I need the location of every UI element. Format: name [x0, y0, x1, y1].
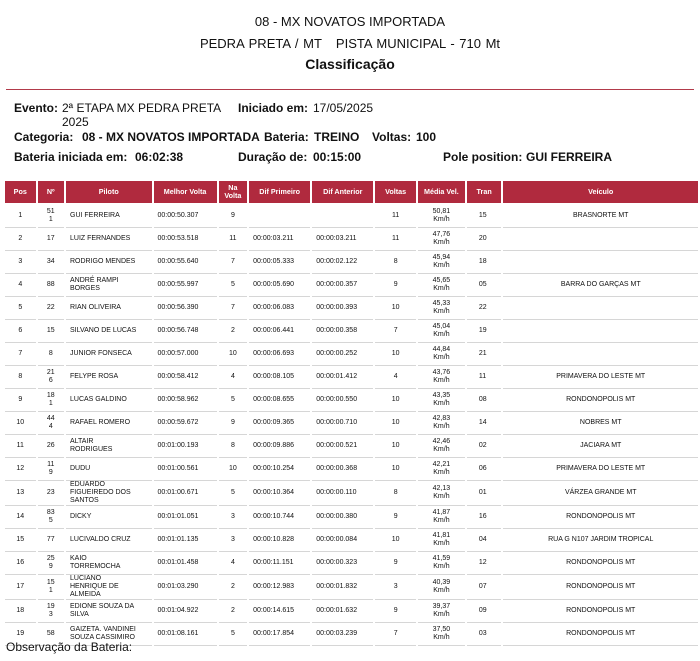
cell-tran: 01	[467, 481, 502, 506]
cell-veiculo: RONDONOPOLIS MT	[503, 506, 698, 529]
voltas-label: Voltas:	[372, 130, 412, 144]
cell-piloto: LUCIANO HENRIQUE DE ALMEIDA	[66, 575, 152, 600]
categoria-value: 08 - MX NOVATOS IMPORTADA	[82, 130, 260, 144]
cell-na-volta: 5	[219, 274, 248, 297]
cell-melhor-volta: 00:00:56.748	[154, 320, 217, 343]
iniciado-label: Iniciado em:	[238, 101, 309, 115]
cell-na-volta: 4	[219, 552, 248, 575]
cell-pos: 9	[5, 389, 36, 412]
cell-media-vel: 45,33 Km/h	[418, 297, 465, 320]
cell-piloto: DICKY	[66, 506, 152, 529]
cell-piloto: RAFAEL ROMERO	[66, 412, 152, 435]
cell-dif-primeiro: 00:00:10.744	[249, 506, 310, 529]
cell-voltas: 11	[375, 205, 416, 228]
cell-na-volta: 3	[219, 529, 248, 552]
cell-voltas: 10	[375, 529, 416, 552]
cell-num: 26	[38, 435, 64, 458]
cell-voltas: 10	[375, 389, 416, 412]
cell-pos: 1	[5, 205, 36, 228]
table-row	[5, 552, 698, 575]
cell-na-volta: 5	[219, 389, 248, 412]
cell-voltas: 10	[375, 458, 416, 481]
cell-media-vel: 43,76 Km/h	[418, 366, 465, 389]
cell-dif-primeiro: 00:00:03.211	[249, 228, 310, 251]
cell-dif-primeiro: 00:00:09.886	[249, 435, 310, 458]
cell-veiculo: RONDONOPOLIS MT	[503, 575, 698, 600]
table-row	[5, 343, 698, 366]
cell-dif-anterior: 00:00:00.368	[312, 458, 373, 481]
cell-media-vel: 42,13 Km/h	[418, 481, 465, 506]
iniciado-value: 17/05/2025	[313, 101, 374, 115]
cell-piloto: ALTAIR RODRIGUES	[66, 435, 152, 458]
cell-dif-primeiro: 00:00:06.693	[249, 343, 310, 366]
cell-voltas: 11	[375, 228, 416, 251]
cell-media-vel: 41,87 Km/h	[418, 506, 465, 529]
duracao-label: Duração de:	[238, 150, 308, 164]
cell-dif-anterior: 00:00:00.550	[312, 389, 373, 412]
cell-piloto: KAIO TORREMOCHA	[66, 552, 152, 575]
cell-pos: 12	[5, 458, 36, 481]
table-header-row	[5, 181, 698, 205]
table-row	[5, 412, 698, 435]
cell-veiculo: RONDONOPOLIS MT	[503, 600, 698, 623]
table-row	[5, 228, 698, 251]
cell-voltas: 4	[375, 366, 416, 389]
page-title: Classificação	[305, 56, 395, 72]
table-row	[5, 320, 698, 343]
cell-voltas: 9	[375, 600, 416, 623]
cell-piloto: ANDRÉ RAMPI BORGES	[66, 274, 152, 297]
cell-pos: 15	[5, 529, 36, 552]
cell-dif-primeiro: 00:00:10.828	[249, 529, 310, 552]
location-text: PEDRA PRETA / MT	[199, 36, 322, 51]
cell-dif-primeiro: 00:00:17.854	[249, 623, 310, 646]
cell-melhor-volta: 00:01:00.671	[154, 481, 217, 506]
table-row	[5, 458, 698, 481]
cell-pos: 2	[5, 228, 36, 251]
cell-voltas: 8	[375, 481, 416, 506]
cell-pos: 17	[5, 575, 36, 600]
location-heading	[0, 36, 700, 51]
cell-dif-primeiro: 00:00:08.105	[249, 366, 310, 389]
cell-na-volta: 8	[219, 435, 248, 458]
cell-tran: 08	[467, 389, 502, 412]
col-header-dif-primeiro: Dif Primeiro	[249, 181, 310, 205]
cell-veiculo: BRASNORTE MT	[503, 205, 698, 228]
bateria-iniciada-value: 06:02:38	[135, 150, 184, 164]
cell-na-volta: 9	[219, 412, 248, 435]
cell-na-volta: 7	[219, 251, 248, 274]
cell-pos: 10	[5, 412, 36, 435]
cell-melhor-volta: 00:00:58.962	[154, 389, 217, 412]
cell-dif-anterior: 00:00:00.358	[312, 320, 373, 343]
cell-dif-primeiro: 00:00:10.364	[249, 481, 310, 506]
cell-melhor-volta: 00:00:55.640	[154, 251, 217, 274]
cell-voltas: 9	[375, 274, 416, 297]
cell-veiculo: VÁRZEA GRANDE MT	[503, 481, 698, 506]
table-row	[5, 205, 698, 228]
table-row	[5, 529, 698, 552]
cell-melhor-volta: 00:00:57.000	[154, 343, 217, 366]
cell-num: 77	[38, 529, 64, 552]
cell-na-volta: 5	[219, 623, 248, 646]
cell-melhor-volta: 00:00:59.672	[154, 412, 217, 435]
cell-dif-anterior: 00:00:00.357	[312, 274, 373, 297]
cell-num: 18 1	[38, 389, 64, 412]
cell-num: 44 4	[38, 412, 64, 435]
cell-voltas: 10	[375, 297, 416, 320]
cell-na-volta: 2	[219, 320, 248, 343]
cell-dif-anterior: 00:00:00.323	[312, 552, 373, 575]
cell-media-vel: 45,65 Km/h	[418, 274, 465, 297]
cell-dif-anterior: 00:00:01.832	[312, 575, 373, 600]
cell-voltas: 7	[375, 320, 416, 343]
cell-dif-anterior: 00:00:02.122	[312, 251, 373, 274]
cell-na-volta: 2	[219, 575, 248, 600]
cell-dif-primeiro: 00:00:08.655	[249, 389, 310, 412]
cell-na-volta: 9	[219, 205, 248, 228]
cell-piloto: GUI FERREIRA	[66, 205, 152, 228]
cell-dif-anterior: 00:00:01.632	[312, 600, 373, 623]
bateria-iniciada-label: Bateria iniciada em:	[14, 150, 128, 164]
cell-piloto: GAIZETA. VANDINEI SOUZA CASSIMIRO	[66, 623, 152, 646]
cell-veiculo	[503, 297, 698, 320]
cell-tran: 05	[467, 274, 502, 297]
table-row	[5, 600, 698, 623]
cell-num: 34	[38, 251, 64, 274]
col-header-voltas: Voltas	[375, 181, 416, 205]
cell-num: 11 9	[38, 458, 64, 481]
cell-piloto: RIAN OLIVEIRA	[66, 297, 152, 320]
cell-na-volta: 7	[219, 297, 248, 320]
table-row	[5, 435, 698, 458]
table-row	[5, 506, 698, 529]
table-row	[5, 251, 698, 274]
cell-num: 15	[38, 320, 64, 343]
cell-melhor-volta: 00:01:00.193	[154, 435, 217, 458]
cell-tran: 07	[467, 575, 502, 600]
cell-tran: 03	[467, 623, 502, 646]
cell-tran: 14	[467, 412, 502, 435]
col-header-tran: Tran	[467, 181, 502, 205]
cell-piloto: LUCIVALDO CRUZ	[66, 529, 152, 552]
evento-value	[62, 101, 221, 129]
cell-melhor-volta: 00:01:00.561	[154, 458, 217, 481]
cell-melhor-volta: 00:01:08.161	[154, 623, 217, 646]
cell-dif-anterior: 00:00:00.710	[312, 412, 373, 435]
cell-melhor-volta: 00:01:04.922	[154, 600, 217, 623]
cell-pos: 14	[5, 506, 36, 529]
cell-pos: 8	[5, 366, 36, 389]
cell-veiculo: PRIMAVERA DO LESTE MT	[503, 366, 698, 389]
cell-num: 19 3	[38, 600, 64, 623]
cell-melhor-volta: 00:01:01.135	[154, 529, 217, 552]
cell-veiculo	[503, 320, 698, 343]
cell-dif-primeiro: 00:00:09.365	[249, 412, 310, 435]
table-row	[5, 297, 698, 320]
cell-veiculo: RONDONOPOLIS MT	[503, 389, 698, 412]
cell-dif-anterior: 00:00:00.393	[312, 297, 373, 320]
cell-piloto: EDIONE SOUZA DA SILVA	[66, 600, 152, 623]
cell-melhor-volta: 00:00:58.412	[154, 366, 217, 389]
cell-tran: 20	[467, 228, 502, 251]
cell-tran: 04	[467, 529, 502, 552]
cell-na-volta: 10	[219, 343, 248, 366]
cell-num: 25 9	[38, 552, 64, 575]
col-header-dif-anterior: Dif Anterior	[312, 181, 373, 205]
cell-pos: 4	[5, 274, 36, 297]
cell-voltas: 7	[375, 623, 416, 646]
cell-voltas: 8	[375, 251, 416, 274]
cell-num: 8	[38, 343, 64, 366]
cell-dif-anterior: 00:00:00.252	[312, 343, 373, 366]
cell-voltas: 10	[375, 435, 416, 458]
cell-dif-anterior: 00:00:00.380	[312, 506, 373, 529]
cell-media-vel: 42,83 Km/h	[418, 412, 465, 435]
cell-veiculo: JACIARA MT	[503, 435, 698, 458]
cell-media-vel: 37,50 Km/h	[418, 623, 465, 646]
cell-voltas: 3	[375, 575, 416, 600]
cell-num: 88	[38, 274, 64, 297]
cell-melhor-volta: 00:01:03.290	[154, 575, 217, 600]
table-row	[5, 274, 698, 297]
evento-value-line1: 2ª ETAPA MX PEDRA PRETA	[62, 101, 222, 115]
cell-media-vel: 45,94 Km/h	[418, 251, 465, 274]
col-header-media-vel: Média Vel.	[418, 181, 465, 205]
cell-veiculo: RONDONOPOLIS MT	[503, 552, 698, 575]
cell-num: 58	[38, 623, 64, 646]
cell-tran: 11	[467, 366, 502, 389]
evento-value-line2: 2025	[62, 115, 89, 129]
cell-tran: 09	[467, 600, 502, 623]
bateria-label: Bateria:	[264, 130, 309, 144]
cell-dif-primeiro: 00:00:05.690	[249, 274, 310, 297]
cell-melhor-volta: 00:00:50.307	[154, 205, 217, 228]
cell-dif-primeiro: 00:00:06.083	[249, 297, 310, 320]
category-heading: 08 - MX NOVATOS IMPORTADA	[254, 14, 446, 29]
cell-media-vel: 47,76 Km/h	[418, 228, 465, 251]
cell-media-vel: 39,37 Km/h	[418, 600, 465, 623]
cell-dif-anterior: 00:00:01.412	[312, 366, 373, 389]
cell-dif-primeiro: 00:00:11.151	[249, 552, 310, 575]
cell-media-vel: 42,46 Km/h	[418, 435, 465, 458]
cell-veiculo	[503, 228, 698, 251]
cell-dif-primeiro	[249, 205, 310, 228]
cell-dif-anterior: 00:00:00.521	[312, 435, 373, 458]
col-header-num: Nº	[38, 181, 64, 205]
cell-media-vel: 41,81 Km/h	[418, 529, 465, 552]
cell-media-vel: 41,59 Km/h	[418, 552, 465, 575]
cell-na-volta: 3	[219, 506, 248, 529]
observacao-label: Observação da Bateria:	[6, 640, 133, 654]
cell-veiculo: RUA G N107 JARDIM TROPICAL	[503, 529, 698, 552]
cell-num: 15 1	[38, 575, 64, 600]
bateria-value: TREINO	[314, 130, 360, 144]
results-table	[3, 181, 700, 646]
cell-dif-primeiro: 00:00:06.441	[249, 320, 310, 343]
cell-tran: 12	[467, 552, 502, 575]
cell-num: 83 5	[38, 506, 64, 529]
cell-piloto: FELYPE ROSA	[66, 366, 152, 389]
col-header-na-volta: Na Volta	[219, 181, 248, 205]
cell-piloto: EDUARDO FIGUEIREDO DOS SANTOS	[66, 481, 152, 506]
cell-num: 21 6	[38, 366, 64, 389]
cell-veiculo: BARRA DO GARÇAS MT	[503, 274, 698, 297]
table-body	[5, 205, 698, 646]
cell-na-volta: 11	[219, 228, 248, 251]
cell-num: 23	[38, 481, 64, 506]
cell-dif-anterior: 00:00:00.084	[312, 529, 373, 552]
cell-piloto: JUNIOR FONSECA	[66, 343, 152, 366]
cell-piloto: SILVANO DE LUCAS	[66, 320, 152, 343]
table-row	[5, 389, 698, 412]
cell-pos: 16	[5, 552, 36, 575]
cell-pos: 3	[5, 251, 36, 274]
cell-veiculo	[503, 343, 698, 366]
cell-na-volta: 10	[219, 458, 248, 481]
cell-melhor-volta: 00:00:55.997	[154, 274, 217, 297]
cell-pos: 19	[5, 623, 36, 646]
cell-veiculo: RONDONOPOLIS MT	[503, 623, 698, 646]
cell-pos: 13	[5, 481, 36, 506]
cell-tran: 22	[467, 297, 502, 320]
cell-tran: 16	[467, 506, 502, 529]
cell-dif-primeiro: 00:00:12.983	[249, 575, 310, 600]
cell-pos: 11	[5, 435, 36, 458]
cell-pos: 5	[5, 297, 36, 320]
cell-melhor-volta: 00:01:01.458	[154, 552, 217, 575]
cell-num: 17	[38, 228, 64, 251]
col-header-pos: Pos	[5, 181, 36, 205]
cell-piloto: RODRIGO MENDES	[66, 251, 152, 274]
cell-pos: 6	[5, 320, 36, 343]
cell-voltas: 10	[375, 343, 416, 366]
cell-num: 51 1	[38, 205, 64, 228]
cell-dif-anterior: 00:00:00.110	[312, 481, 373, 506]
categoria-label: Categoria:	[14, 130, 74, 144]
cell-tran: 15	[467, 205, 502, 228]
cell-na-volta: 2	[219, 600, 248, 623]
voltas-value: 100	[416, 130, 437, 144]
cell-piloto: LUIZ FERNANDES	[66, 228, 152, 251]
table-row	[5, 366, 698, 389]
cell-tran: 21	[467, 343, 502, 366]
duracao-value: 00:15:00	[313, 150, 362, 164]
cell-veiculo: NOBRES MT	[503, 412, 698, 435]
cell-dif-anterior: 00:00:03.211	[312, 228, 373, 251]
col-header-veiculo: Veículo	[503, 181, 698, 205]
cell-dif-anterior: 00:00:03.239	[312, 623, 373, 646]
pole-value: GUI FERREIRA	[526, 150, 613, 164]
cell-voltas: 10	[375, 412, 416, 435]
cell-media-vel: 50,81 Km/h	[418, 205, 465, 228]
cell-dif-primeiro: 00:00:05.333	[249, 251, 310, 274]
evento-label: Evento:	[14, 101, 59, 115]
col-header-melhor-volta: Melhor Volta	[154, 181, 217, 205]
cell-voltas: 9	[375, 552, 416, 575]
cell-na-volta: 5	[219, 481, 248, 506]
track-text: PISTA MUNICIPAL - 710 Mt	[335, 36, 501, 51]
header-divider	[6, 89, 694, 90]
table-row	[5, 481, 698, 506]
cell-media-vel: 43,35 Km/h	[418, 389, 465, 412]
table-row	[5, 575, 698, 600]
cell-pos: 7	[5, 343, 36, 366]
cell-na-volta: 4	[219, 366, 248, 389]
cell-media-vel: 42,21 Km/h	[418, 458, 465, 481]
cell-veiculo	[503, 251, 698, 274]
cell-veiculo: PRIMAVERA DO LESTE MT	[503, 458, 698, 481]
cell-media-vel: 45,04 Km/h	[418, 320, 465, 343]
cell-melhor-volta: 00:00:53.518	[154, 228, 217, 251]
cell-tran: 19	[467, 320, 502, 343]
cell-melhor-volta: 00:01:01.051	[154, 506, 217, 529]
cell-num: 22	[38, 297, 64, 320]
pole-label: Pole position:	[443, 150, 523, 164]
cell-piloto: LUCAS GALDINO	[66, 389, 152, 412]
col-header-piloto: Piloto	[66, 181, 152, 205]
cell-melhor-volta: 00:00:56.390	[154, 297, 217, 320]
cell-voltas: 9	[375, 506, 416, 529]
cell-piloto: DUDU	[66, 458, 152, 481]
cell-tran: 18	[467, 251, 502, 274]
cell-media-vel: 40,39 Km/h	[418, 575, 465, 600]
cell-dif-primeiro: 00:00:10.254	[249, 458, 310, 481]
cell-dif-primeiro: 00:00:14.615	[249, 600, 310, 623]
cell-dif-anterior	[312, 205, 373, 228]
cell-media-vel: 44,84 Km/h	[418, 343, 465, 366]
cell-tran: 06	[467, 458, 502, 481]
cell-tran: 02	[467, 435, 502, 458]
cell-pos: 18	[5, 600, 36, 623]
